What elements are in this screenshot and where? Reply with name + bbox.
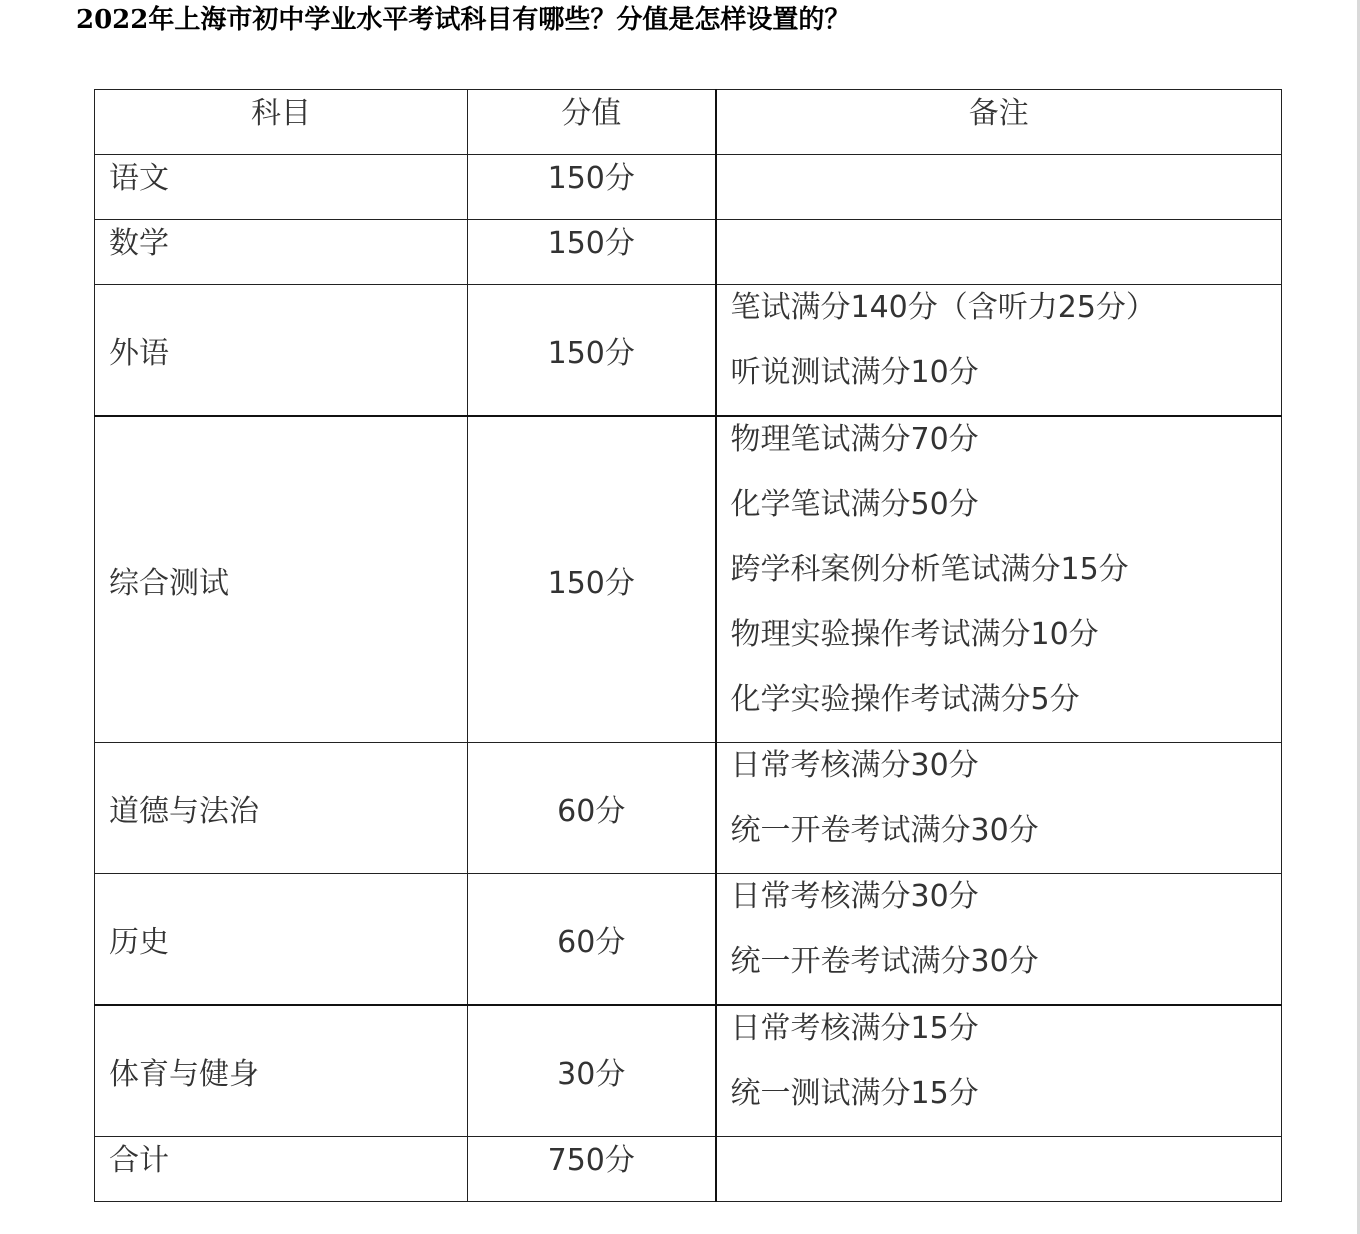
- notes-cell: [716, 874, 1282, 1006]
- notes-cell: [716, 1005, 1282, 1137]
- note-line: 统一开卷考试满分30分: [730, 813, 1039, 848]
- score-cell: 150分: [468, 155, 716, 220]
- subject-cell: 合计: [95, 1137, 468, 1202]
- subject-cell: 数学: [95, 220, 468, 285]
- table-row: [95, 743, 1282, 874]
- subject-cell: 道德与法治: [95, 743, 468, 874]
- note-line: 日常考核满分30分: [730, 748, 979, 783]
- table-header-row: [95, 90, 1282, 155]
- table-row: [95, 220, 1282, 285]
- score-cell: 60分: [468, 874, 716, 1006]
- page-title: 2022年上海市初中学业水平考试科目有哪些？分值是怎样设置的？: [76, 5, 851, 35]
- table-row: [95, 285, 1282, 417]
- note-line: 物理笔试满分70分: [730, 422, 979, 457]
- header-subject: 科目: [95, 90, 468, 155]
- score-cell: 150分: [468, 416, 716, 743]
- note-line: 跨学科案例分析笔试满分15分: [730, 552, 1129, 587]
- note-line: 化学实验操作考试满分5分: [730, 682, 1080, 717]
- notes-cell: [716, 416, 1282, 743]
- note-line: 日常考核满分15分: [730, 1011, 979, 1046]
- note-line: 统一测试满分15分: [730, 1076, 979, 1111]
- note-line: 听说测试满分10分: [730, 355, 979, 390]
- score-table: [94, 89, 1282, 1202]
- notes-cell: [716, 155, 1282, 220]
- note-line: 统一开卷考试满分30分: [730, 944, 1039, 979]
- notes-cell: [716, 1137, 1282, 1202]
- table-row-total: [95, 1137, 1282, 1202]
- note-line: 化学笔试满分50分: [730, 487, 979, 522]
- note-line: 物理实验操作考试满分10分: [730, 617, 1099, 652]
- header-score: 分值: [468, 90, 716, 155]
- notes-cell: [716, 743, 1282, 874]
- table-row: [95, 874, 1282, 1006]
- table-row: [95, 1005, 1282, 1137]
- subject-cell: 综合测试: [95, 416, 468, 743]
- notes-cell: [716, 220, 1282, 285]
- subject-cell: 语文: [95, 155, 468, 220]
- subject-cell: 历史: [95, 874, 468, 1006]
- score-cell: 150分: [468, 285, 716, 417]
- note-line: 日常考核满分30分: [730, 879, 979, 914]
- table-row: [95, 155, 1282, 220]
- score-cell: 30分: [468, 1005, 716, 1137]
- subject-cell: 外语: [95, 285, 468, 417]
- subject-cell: 体育与健身: [95, 1005, 468, 1137]
- table-row: [95, 416, 1282, 743]
- score-cell: 60分: [468, 743, 716, 874]
- note-line: 笔试满分140分（含听力25分）: [730, 290, 1156, 325]
- score-cell: 750分: [468, 1137, 716, 1202]
- header-notes: 备注: [716, 90, 1282, 155]
- notes-cell: [716, 285, 1282, 417]
- score-cell: 150分: [468, 220, 716, 285]
